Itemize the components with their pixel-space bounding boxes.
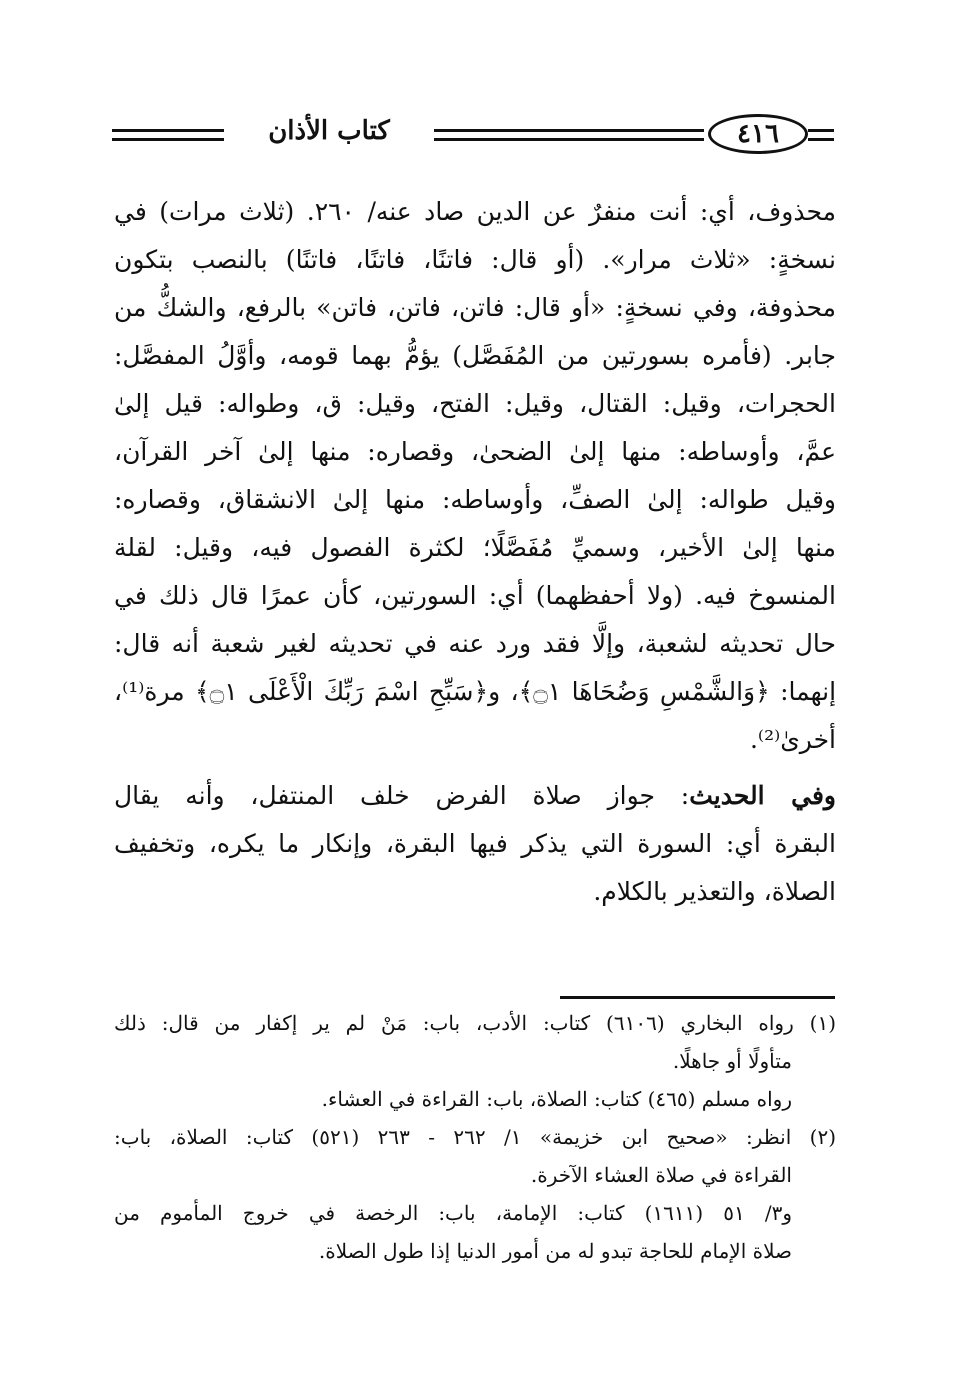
section-lead: وفي الحديث [689, 781, 836, 810]
paragraph-gap [114, 764, 836, 772]
body-line: عمَّ، وأوساطه: منها إلىٰ الضحىٰ، وقصاره: منها إلىٰ آخر القرآن، [114, 437, 836, 466]
main-text [114, 188, 836, 916]
body-line: البقرة أي: السورة التي يذكر فيها البقرة، وإنكار ما يكره، وتخفيف [114, 829, 836, 858]
footnote-line: صلاة الإمام للحاجة تبدو له من أمور الدنيا إذا طول الصلاة. [318, 1239, 792, 1263]
page-header [112, 112, 834, 158]
running-title: كتاب الأذان [268, 116, 390, 146]
header-rule-middle [434, 129, 704, 141]
body-line: الحجرات، وقيل: القتال، وقيل: الفتح، وقيل: ق، وطواله: قيل إلىٰ [114, 389, 836, 418]
footnote-line: رواه مسلم (٤٦٥) كتاب: الصلاة، باب: القراءة في العشاء. [321, 1087, 792, 1111]
footnote-line: متأولًا أو جاهلًا. [672, 1049, 792, 1073]
body-line: نسخةٍ: «ثلاث مرار». (أو قال: فاتنًا، فاتنًا، فاتنًا) بالنصب بتكون [114, 245, 836, 274]
footnote-line: القراءة في صلاة العشاء الآخرة. [530, 1163, 792, 1187]
body-line: حال تحديثه لشعبة، وإلَّا فقد ورد عنه في تحديثه لغير شعبة أنه قال: [114, 629, 836, 658]
body-line-para2-start [114, 772, 836, 820]
body-line: وقيل طواله: إلىٰ الصفِّ، وأوساطه: منها إلىٰ الانشقاق، وقصاره: [114, 485, 836, 514]
page-number-badge [708, 114, 808, 154]
header-rule-right [808, 129, 834, 141]
footnote-line: و٣/ ٥١ (١٦١١) كتاب: الإمامة، باب: الرخصة في خروج المأموم من [114, 1201, 792, 1225]
body-line: المنسوخ فيه. (ولا أحفظهما) أي: السورتين، كأن عمرًا قال ذلك في [114, 581, 836, 610]
body-line: محذوف، أي: أنت منفرٌ عن الدين صاد عنه/ ٢٦٠. (ثلاث مرات) في [114, 197, 836, 226]
para2-line1-text: : جواز صلاة الفرض خلف المنتفل، وأنه يقال [114, 781, 690, 810]
footnote-line: (١) رواه البخاري (٦١٠٦) كتاب: الأدب، باب: مَنْ لم ير إكفار من قال: ذلك [114, 1011, 837, 1035]
footnotes [114, 1004, 836, 1270]
body-line: الصلاة، والتعذير بالكلام. [593, 877, 836, 906]
body-line: جابر. (فأمره بسورتين من المُفَصَّل) يؤمُّ بهما قومه، وأوَّلُ المفصَّل: [114, 341, 836, 370]
body-line-quran: إنهما: ﴿وَالشَّمْسِ وَضُحَاهَا ۝١﴾، و﴿سَبِّحِ اسْمَ رَبِّكَ الْأَعْلَى ۝١﴾ مرة⁽¹⁾، [114, 677, 837, 706]
body-line: منها إلىٰ الأخير، وسميِّ مُفَصَّلًا؛ لكثرة الفصول فيه، وقيل: لقلة [114, 533, 836, 562]
body-line: أخرىٰ⁽²⁾. [749, 725, 836, 754]
header-rule-left [112, 129, 224, 141]
page-number: ٤١٦ [737, 119, 779, 149]
footnote-line: (٢) انظر: «صحيح ابن خزيمة» ١/ ٢٦٢ - ٢٦٣ (٥٢١) كتاب: الصلاة، باب: [114, 1125, 836, 1149]
footnote-separator [560, 996, 835, 999]
body-line: محذوفة، وفي نسخةٍ: «أو قال: فاتن، فاتن، فاتن» بالرفع، والشكُّ من [114, 293, 836, 322]
